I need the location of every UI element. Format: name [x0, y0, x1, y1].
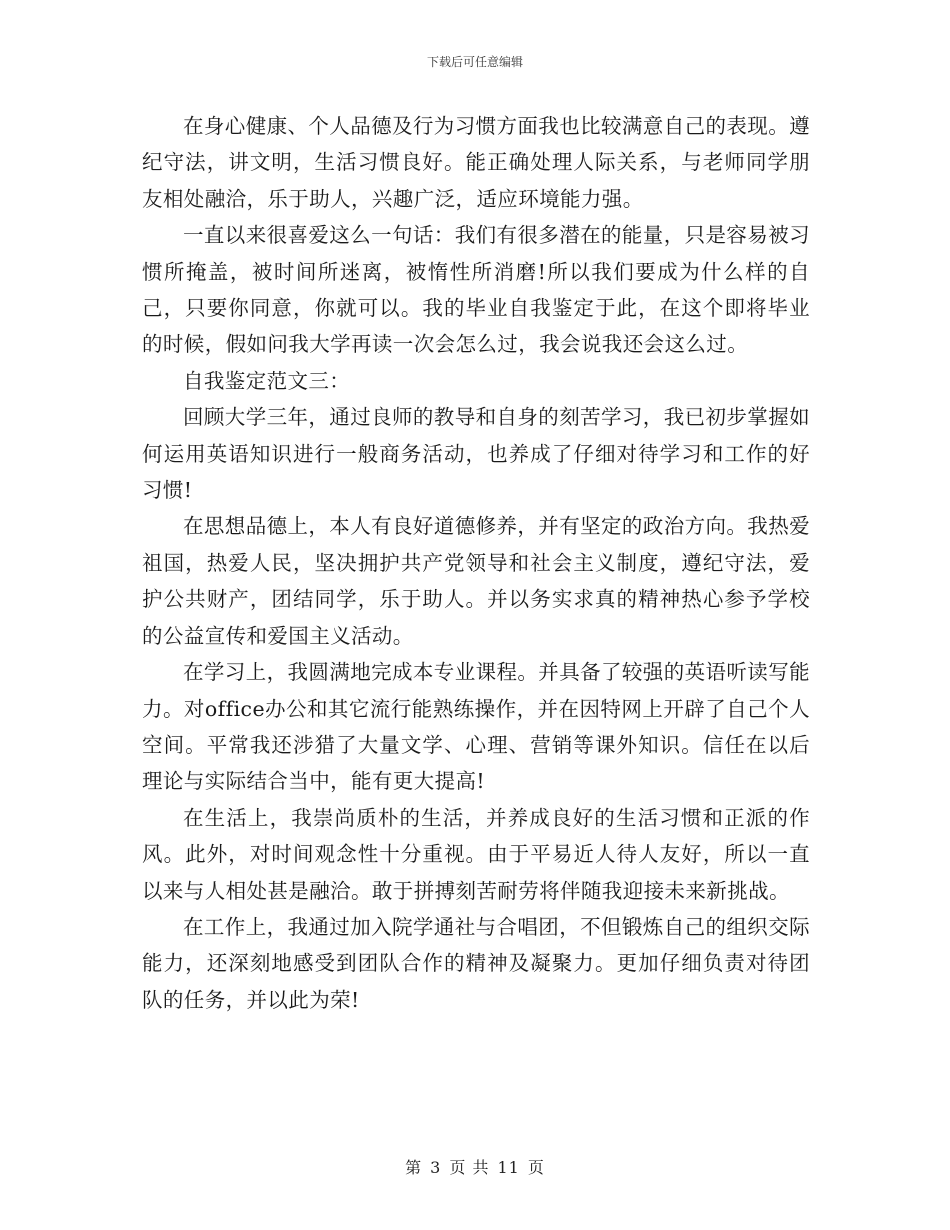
page-header: 下载后可任意编辑: [426, 55, 523, 69]
paragraph-review-three-years: 回顾大学三年，通过良师的教导和自身的刻苦学习，我已初步掌握如何运用英语知识进行一般商务活动，也养成了仔细对待学习和工作的好习惯!: [142, 405, 810, 503]
footer-suffix: 页: [527, 1158, 545, 1177]
footer-page-number: 3: [430, 1158, 442, 1177]
paragraph-health-conduct: 在身心健康、个人品德及行为习惯方面我也比较满意自己的表现。遵纪守法，讲文明，生活习惯良好。能正确处理人际关系，与老师同学朋友相处融洽，乐于助人，兴趣广泛，适应环境能力强。: [142, 114, 810, 211]
paragraph-favorite-saying: 一直以来很喜爱这么一句话：我们有很多潜在的能量，只是容易被习惯所掩盖，被时间所迷离，被惰性所消磨!所以我们要成为什么样的自己，只要你同意，你就可以。我的毕业自我鉴定于此，在这个即将毕业的时候，假如问我大学再读一次会怎么过，我会说我还会这么过。: [142, 223, 810, 357]
paragraph-work: 在工作上，我通过加入院学通社与合唱团，不但锻炼自己的组织交际能力，还深刻地感受到团队合作的精神及凝聚力。更加仔细负责对待团队的任务，并以此为荣!: [142, 914, 810, 1012]
paragraph-moral-character: 在思想品德上，本人有良好道德修养，并有坚定的政治方向。我热爱祖国，热爱人民，坚决拥护共产党领导和社会主义制度，遵纪守法，爱护公共财产，团结同学，乐于助人。并以务实求真的精神热心参予学校的公益宣传和爱国主义活动。: [142, 514, 810, 648]
paragraph-life: 在生活上，我崇尚质朴的生活，并养成良好的生活习惯和正派的作风。此外，对时间观念性十分重视。由于平易近人待人友好，所以一直以来与人相处甚是融洽。敢于拼搏刻苦耐劳将伴随我迎接未来新挑战。: [142, 805, 810, 903]
footer-prefix: 第: [405, 1158, 423, 1177]
page-footer: [0, 1155, 950, 1178]
footer-total-pages: 11: [497, 1158, 520, 1177]
section-heading-sample-three: 自我鉴定范文三：: [183, 368, 351, 393]
footer-middle: 页 共: [449, 1158, 490, 1177]
document-body: [142, 108, 810, 1018]
paragraph-study: 在学习上，我圆满地完成本专业课程。并具备了较强的英语听读写能力。对office办公和其它流行能熟练操作，并在因特网上开辟了自己个人空间。平常我还涉猎了大量文学、心理、营销等课外知识。信任在以后理论与实际结合当中，能有更大提高!: [142, 660, 810, 794]
